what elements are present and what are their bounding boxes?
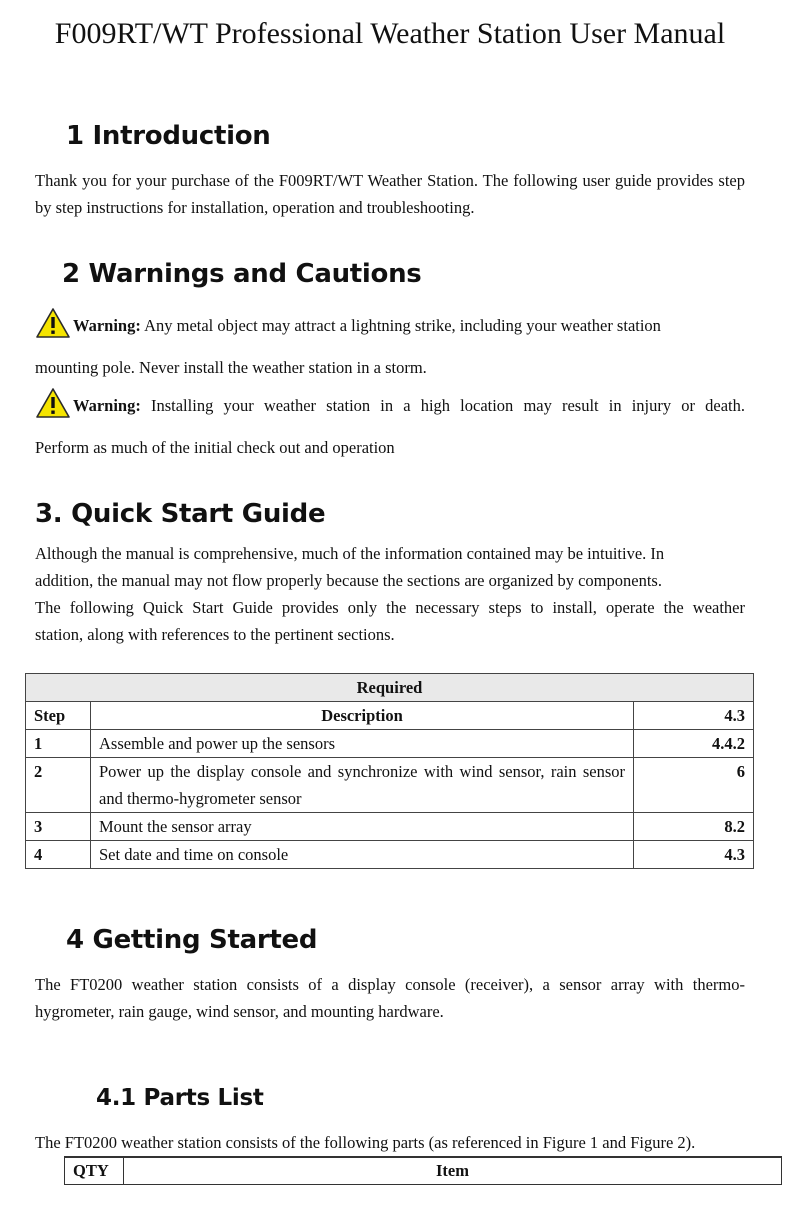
step-reference: 4.4.2 <box>634 730 754 758</box>
section-heading-quick-start: 3. Quick Start Guide <box>35 499 326 529</box>
step-reference: 4.3 <box>634 841 754 869</box>
table-row <box>26 813 754 841</box>
step-reference: 8.2 <box>634 813 754 841</box>
warning-triangle-icon <box>35 387 71 419</box>
step-description: Set date and time on console <box>91 841 634 869</box>
quick-start-line-4: station, along with references to the pertinent sections. <box>35 625 395 644</box>
parts-list-paragraph: The FT0200 weather station consists of the following parts (as referenced in Figure 1 and Figure 2). <box>35 1133 696 1152</box>
warning-1-label: Warning: <box>73 316 141 335</box>
warning-1-text: Any metal object may attract a lightning strike, including your weather station <box>140 316 661 335</box>
subsection-heading-parts-list: 4.1 Parts List <box>96 1085 264 1111</box>
step-description: Assemble and power up the sensors <box>91 730 634 758</box>
section-heading-introduction: 1 Introduction <box>66 121 271 151</box>
getting-started-paragraph: The FT0200 weather station consists of a display console (receiver), a sensor array with thermo-hygrometer, rain gauge, wind sensor, and mounting hardware. <box>35 975 745 1021</box>
step-number: 1 <box>26 730 91 758</box>
warning-1-line <box>35 307 745 339</box>
warning-1-continuation: mounting pole. Never install the weather station in a storm. <box>35 358 427 377</box>
warning-2-label: Warning: <box>73 396 141 415</box>
quick-start-line-2: addition, the manual may not flow properly because the sections are organized by components. <box>35 571 662 590</box>
column-header-reference: 4.3 <box>634 702 754 730</box>
step-description: Power up the display console and synchronize with wind sensor, rain sensor and thermo-hygrometer sensor <box>91 758 634 813</box>
table-row <box>26 841 754 869</box>
warning-triangle-icon <box>35 307 71 339</box>
step-number: 2 <box>26 758 91 813</box>
table-title-row <box>26 674 754 702</box>
section-heading-getting-started: 4 Getting Started <box>66 925 318 955</box>
table-header-row <box>26 702 754 730</box>
step-reference: 6 <box>634 758 754 813</box>
table-row <box>26 758 754 813</box>
step-number: 3 <box>26 813 91 841</box>
parts-table-header-row <box>65 1157 782 1185</box>
required-steps-table <box>25 673 754 869</box>
section-heading-warnings: 2 Warnings and Cautions <box>62 259 422 289</box>
step-description: Mount the sensor array <box>91 813 634 841</box>
warning-2-line <box>35 387 745 419</box>
document-title: F009RT/WT Professional Weather Station User Manual <box>54 17 726 50</box>
quick-start-line-3: The following Quick Start Guide provides only the necessary steps to install, operate the weather <box>35 598 745 617</box>
table-row <box>26 730 754 758</box>
column-header-description: Description <box>91 702 634 730</box>
column-header-qty: QTY <box>65 1157 124 1185</box>
column-header-item: Item <box>124 1157 782 1185</box>
table-title: Required <box>26 674 754 702</box>
warning-2-continuation: Perform as much of the initial check out and operation <box>35 438 395 457</box>
parts-list-table <box>64 1156 782 1185</box>
step-number: 4 <box>26 841 91 869</box>
quick-start-line-1: Although the manual is comprehensive, much of the information contained may be intuitive. In <box>35 544 665 563</box>
introduction-paragraph: Thank you for your purchase of the F009RT/WT Weather Station. The following user guide provides step by step instructions for installation, operation and troubleshooting. <box>35 171 745 217</box>
column-header-step: Step <box>26 702 91 730</box>
warning-2-text: Installing your weather station in a high location may result in injury or death. <box>140 396 745 415</box>
